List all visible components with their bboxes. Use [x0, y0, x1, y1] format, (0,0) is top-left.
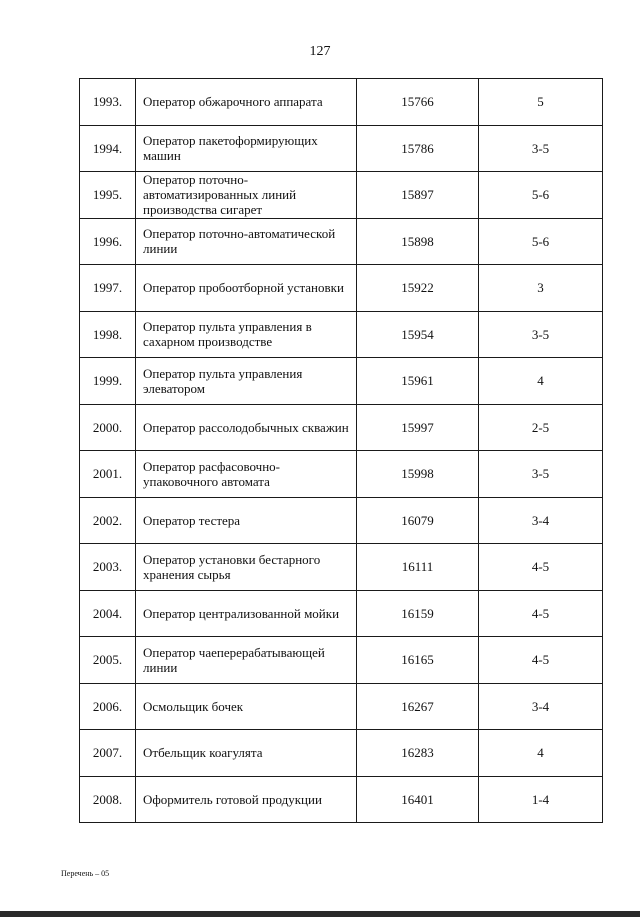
table-row	[80, 497, 603, 544]
profession-name: Осмольщик бочек	[136, 683, 357, 730]
profession-name: Оператор обжарочного аппарата	[136, 79, 357, 126]
row-number: 2000.	[80, 404, 136, 451]
grade-range: 3	[479, 265, 603, 312]
profession-code: 16159	[357, 590, 479, 637]
table-row	[80, 358, 603, 405]
profession-code: 15961	[357, 358, 479, 405]
profession-name: Оператор расфасовочно-упаковочного автомата	[136, 451, 357, 498]
grade-range: 3-5	[479, 311, 603, 358]
table-row	[80, 218, 603, 265]
row-number: 2004.	[80, 590, 136, 637]
profession-name: Оператор централизованной мойки	[136, 590, 357, 637]
row-number: 1993.	[80, 79, 136, 126]
profession-code: 15997	[357, 404, 479, 451]
table-row	[80, 683, 603, 730]
profession-code: 16267	[357, 683, 479, 730]
scan-edge	[0, 911, 640, 917]
profession-code: 16111	[357, 544, 479, 591]
table-row	[80, 311, 603, 358]
profession-name: Оператор рассолодобычных скважин	[136, 404, 357, 451]
table-row	[80, 637, 603, 684]
grade-range: 4-5	[479, 544, 603, 591]
profession-code: 16283	[357, 730, 479, 777]
profession-name: Оператор пульта управления элеватором	[136, 358, 357, 405]
row-number: 2006.	[80, 683, 136, 730]
table-row	[80, 125, 603, 172]
page-number: 127	[309, 44, 331, 59]
profession-name: Отбельщик коагулята	[136, 730, 357, 777]
row-number: 2001.	[80, 451, 136, 498]
profession-code: 15954	[357, 311, 479, 358]
table-row	[80, 172, 603, 219]
grade-range: 5-6	[479, 218, 603, 265]
row-number: 2007.	[80, 730, 136, 777]
profession-name: Оператор установки бестарного хранения сырья	[136, 544, 357, 591]
profession-code: 15897	[357, 172, 479, 219]
grade-range: 4-5	[479, 637, 603, 684]
profession-code: 16079	[357, 497, 479, 544]
row-number: 2005.	[80, 637, 136, 684]
profession-code: 15998	[357, 451, 479, 498]
grade-range: 3-5	[479, 451, 603, 498]
row-number: 2003.	[80, 544, 136, 591]
row-number: 1995.	[80, 172, 136, 219]
profession-name: Оператор пробоотборной установки	[136, 265, 357, 312]
grade-range: 4	[479, 730, 603, 777]
grade-range: 4	[479, 358, 603, 405]
row-number: 1994.	[80, 125, 136, 172]
row-number: 1998.	[80, 311, 136, 358]
profession-code: 15786	[357, 125, 479, 172]
footer-label: Перечень – 05	[61, 869, 110, 878]
row-number: 2002.	[80, 497, 136, 544]
table-row	[80, 79, 603, 126]
grade-range: 1-4	[479, 776, 603, 823]
profession-name: Оператор чаеперерабатывающей линии	[136, 637, 357, 684]
row-number: 1997.	[80, 265, 136, 312]
profession-name: Оператор пульта управления в сахарном производстве	[136, 311, 357, 358]
profession-name: Оператор пакетоформирующих машин	[136, 125, 357, 172]
profession-code: 15766	[357, 79, 479, 126]
grade-range: 3-4	[479, 497, 603, 544]
table-row	[80, 404, 603, 451]
grade-range: 5	[479, 79, 603, 126]
table-row	[80, 590, 603, 637]
row-number: 1996.	[80, 218, 136, 265]
table-row	[80, 265, 603, 312]
table-row	[80, 544, 603, 591]
profession-code: 16165	[357, 637, 479, 684]
row-number: 2008.	[80, 776, 136, 823]
table-row	[80, 776, 603, 823]
profession-name: Оператор поточно-автоматизированных линий производства сигарет	[136, 172, 357, 219]
grade-range: 3-4	[479, 683, 603, 730]
table-row	[80, 451, 603, 498]
profession-name: Оператор тестера	[136, 497, 357, 544]
profession-name: Оператор поточно-автоматической линии	[136, 218, 357, 265]
profession-code: 15922	[357, 265, 479, 312]
profession-code: 16401	[357, 776, 479, 823]
table-row	[80, 730, 603, 777]
row-number: 1999.	[80, 358, 136, 405]
grade-range: 3-5	[479, 125, 603, 172]
profession-code: 15898	[357, 218, 479, 265]
profession-name: Оформитель готовой продукции	[136, 776, 357, 823]
professions-table	[79, 78, 603, 823]
grade-range: 4-5	[479, 590, 603, 637]
grade-range: 2-5	[479, 404, 603, 451]
grade-range: 5-6	[479, 172, 603, 219]
